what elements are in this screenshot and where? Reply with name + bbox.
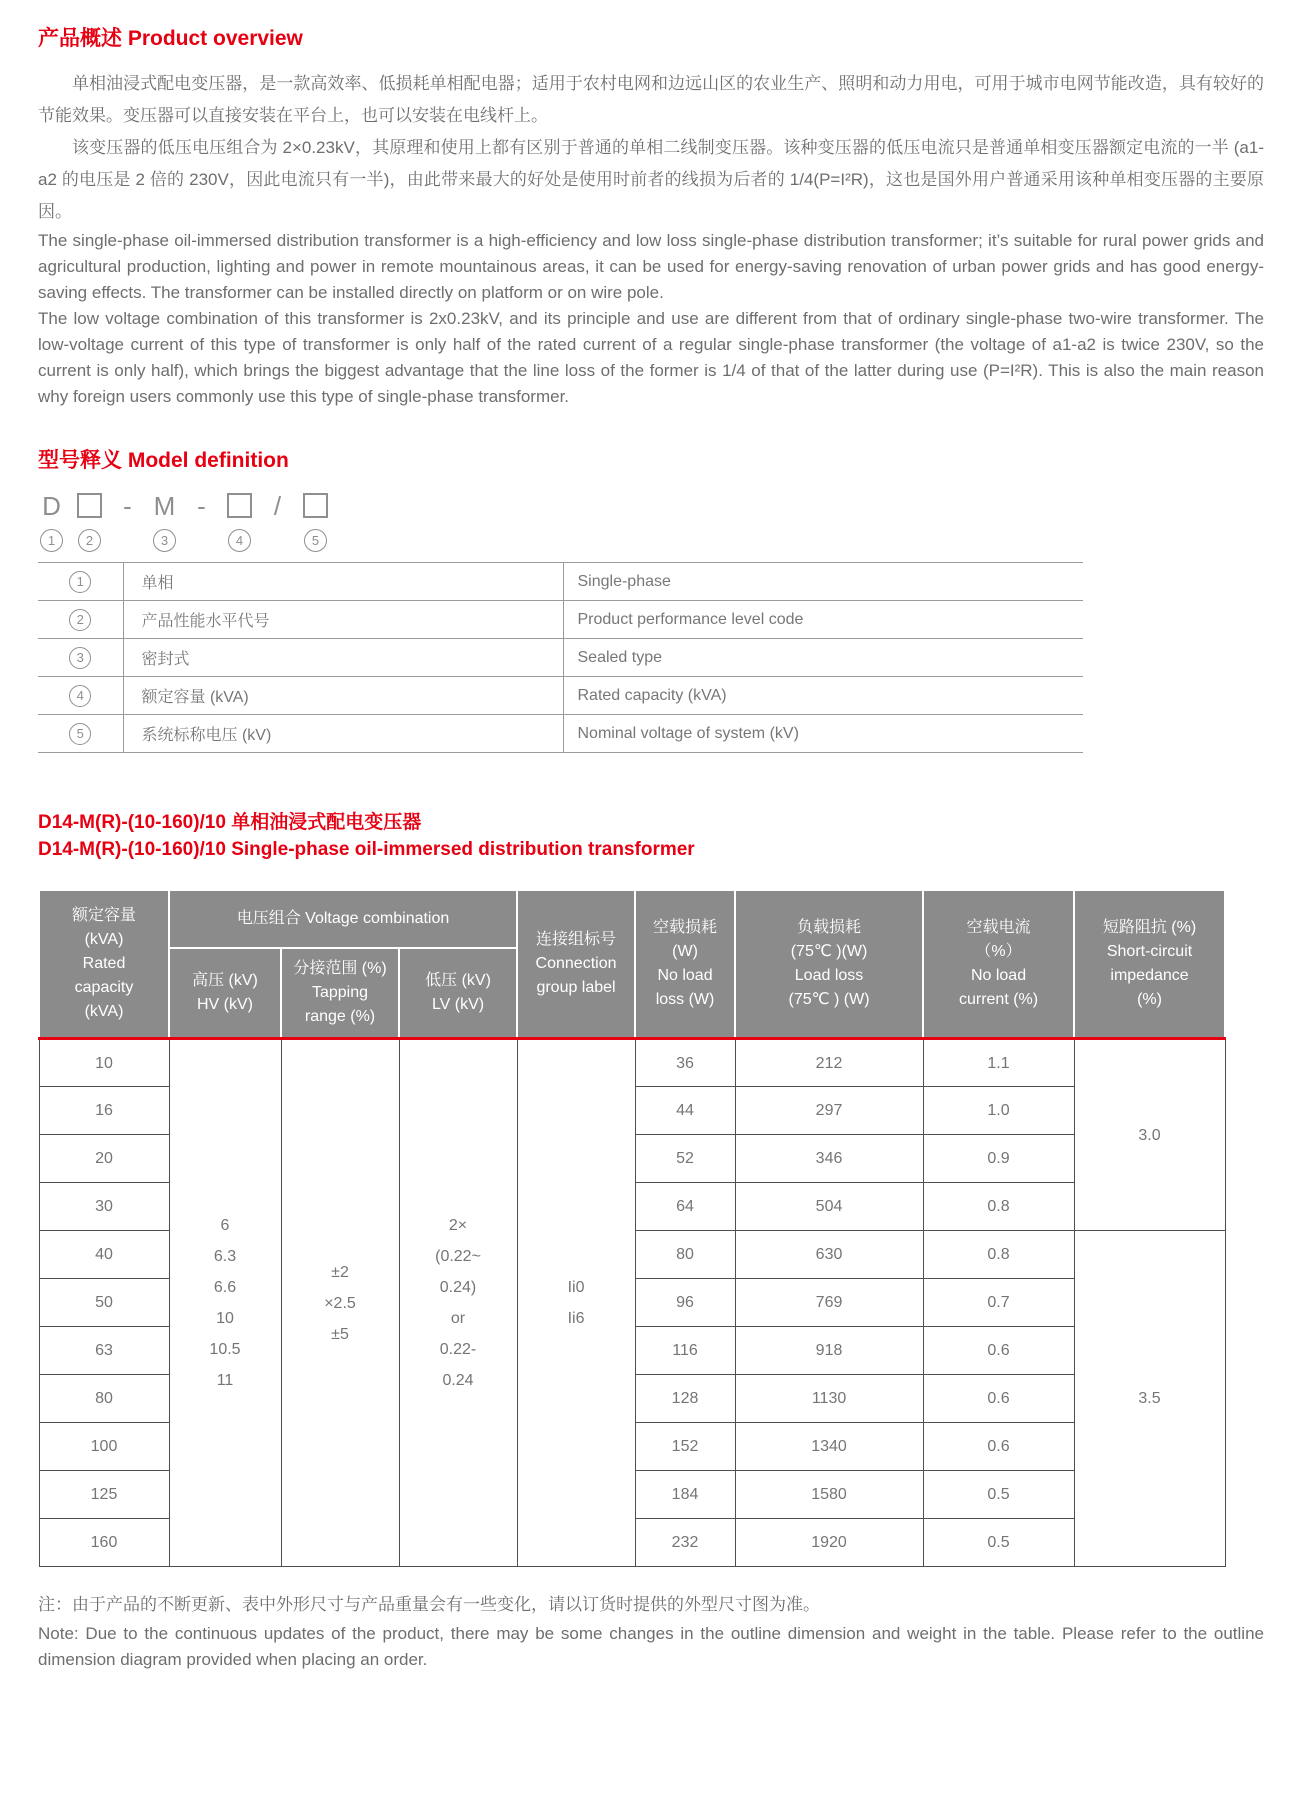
model-code-item <box>153 490 176 552</box>
spec-cell-short-circuit-impedance: 3.5 <box>1074 1231 1225 1567</box>
model-definition-row <box>38 639 1083 677</box>
model-code-circled-number <box>190 529 213 552</box>
col-header-connection-group: 连接组标号 Connection group label <box>517 890 635 1039</box>
overview-en-paragraph-2: The low voltage combination of this transformer is 2x0.23kV, and its principle and use are different from that of ordinary single-phase two-wire transformer. The low-voltage current of this type of transformer is only half of the rated current of a regular single-phase transformer (the voltage of a1-a2 is twice 230V, so the current is only half), which brings the biggest advantage that the line loss of the former is 1/4 of that of the latter during use (P=I²R). This is also the main reason why foreign users commonly use this type of single-phase transformer. <box>38 309 1264 406</box>
model-code-item <box>190 490 213 552</box>
spec-cell-no-load-loss: 184 <box>635 1471 735 1519</box>
spec-cell-load-loss: 769 <box>735 1279 923 1327</box>
spec-cell-no-load-current: 0.7 <box>923 1279 1074 1327</box>
model-definition-row <box>38 601 1083 639</box>
model-definition-cn-cell: 额定容量 (kVA) <box>123 677 563 715</box>
model-code-circled-number: 5 <box>304 529 327 552</box>
spec-table <box>38 889 1226 1567</box>
spec-cell-no-load-current: 0.8 <box>923 1231 1074 1279</box>
model-definition-cn-cell: 单相 <box>123 563 563 601</box>
model-definition-cn-cell: 密封式 <box>123 639 563 677</box>
model-code-item <box>77 490 102 552</box>
model-code-circled-number: 3 <box>153 529 176 552</box>
overview-cn-paragraph-2: 该变压器的低压电压组合为 2×0.23kV，其原理和使用上都有区别于普通的单相二线制变压器。该种变压器的低压电流只是普通单相变压器额定电流的一半 (a1-a2 的电压是 2 倍的 230V，因此电流只有一半)，由此带来最大的好处是使用时前者的线损为后者的 1/4(P=I²R)，这也是国外用户普通采用该种单相变压器的主要原因。 <box>38 138 1264 221</box>
col-header-tapping-range: 分接范围 (%) Tapping range (%) <box>281 948 399 1039</box>
model-code-item <box>227 490 252 552</box>
model-code-circled-number <box>116 529 139 552</box>
spec-cell-no-load-current: 1.0 <box>923 1087 1074 1135</box>
model-code-separator: - <box>123 491 132 521</box>
footnote-cn: 注：由于产品的不断更新、表中外形尺寸与产品重量会有一些变化，请以订货时提供的外型尺寸图为准。 <box>38 1595 820 1614</box>
spec-cell-no-load-current: 0.6 <box>923 1423 1074 1471</box>
product-title-cn: D14-M(R)-(10-160)/10 单相油浸式配电变压器 <box>38 812 422 833</box>
spec-cell-no-load-current: 0.9 <box>923 1135 1074 1183</box>
spec-cell-no-load-loss: 44 <box>635 1087 735 1135</box>
spec-cell-capacity: 50 <box>39 1279 169 1327</box>
model-code-item <box>303 490 328 552</box>
spec-cell-connection-group: Ii0 Ii6 <box>517 1039 635 1567</box>
spec-cell-no-load-current: 0.8 <box>923 1183 1074 1231</box>
spec-cell-capacity: 63 <box>39 1327 169 1375</box>
model-code-item <box>40 490 63 552</box>
spec-cell-capacity: 30 <box>39 1183 169 1231</box>
model-code-item <box>266 490 289 552</box>
model-definition-number-cell <box>38 563 123 601</box>
model-definition-number-cell <box>38 639 123 677</box>
col-header-hv: 高压 (kV) HV (kV) <box>169 948 281 1039</box>
col-header-lv: 低压 (kV) LV (kV) <box>399 948 517 1039</box>
model-definition-row <box>38 563 1083 601</box>
overview-title: 产品概述 Product overview <box>38 27 303 50</box>
model-definition-number-cell <box>38 715 123 753</box>
model-code-separator: - <box>197 491 206 521</box>
circled-number: 4 <box>69 685 91 707</box>
model-definition-en-cell: Nominal voltage of system (kV) <box>563 715 1083 753</box>
spec-cell-no-load-current: 1.1 <box>923 1039 1074 1087</box>
col-header-load-loss: 负载损耗 (75℃ )(W) Load loss (75℃ ) (W) <box>735 890 923 1039</box>
spec-cell-load-loss: 918 <box>735 1327 923 1375</box>
spec-cell-no-load-loss: 152 <box>635 1423 735 1471</box>
model-code-circled-number: 2 <box>78 529 101 552</box>
spec-cell-no-load-loss: 36 <box>635 1039 735 1087</box>
model-definition-row <box>38 715 1083 753</box>
circled-number: 5 <box>69 723 91 745</box>
spec-table-header <box>39 890 1225 1039</box>
spec-cell-no-load-loss: 64 <box>635 1183 735 1231</box>
model-definition-table <box>38 562 1083 753</box>
spec-cell-load-loss: 1130 <box>735 1375 923 1423</box>
model-definition-title: 型号释义 Model definition <box>38 449 289 472</box>
spec-cell-capacity: 160 <box>39 1519 169 1567</box>
col-header-short-circuit-impedance: 短路阻抗 (%) Short-circuit impedance (%) <box>1074 890 1225 1039</box>
model-code-symbol: D <box>42 491 61 521</box>
circled-number: 2 <box>69 609 91 631</box>
model-definition-en-cell: Sealed type <box>563 639 1083 677</box>
model-definition-cn-cell: 系统标称电压 (kV) <box>123 715 563 753</box>
spec-cell-load-loss: 1340 <box>735 1423 923 1471</box>
spec-cell-no-load-loss: 116 <box>635 1327 735 1375</box>
spec-cell-capacity: 16 <box>39 1087 169 1135</box>
model-definition-row <box>38 677 1083 715</box>
model-code-circled-number: 4 <box>228 529 251 552</box>
spec-table-body <box>39 1039 1225 1567</box>
spec-row <box>39 1039 1225 1087</box>
spec-cell-load-loss: 1920 <box>735 1519 923 1567</box>
spec-cell-load-loss: 212 <box>735 1039 923 1087</box>
model-definition-en-cell: Product performance level code <box>563 601 1083 639</box>
overview-en-paragraph-1: The single-phase oil-immersed distribution transformer is a high-efficiency and low loss single-phase distribution transformer; it’s suitable for rural power grids and agricultural production, lighting and power in remote mountainous areas, it can be used for energy-saving renovation of urban power grids and has good energy-saving effects. The transformer can be installed directly on platform or on wire pole. <box>38 231 1264 302</box>
model-code-diagram <box>40 490 1264 552</box>
spec-cell-load-loss: 504 <box>735 1183 923 1231</box>
model-definition-cn-cell: 产品性能水平代号 <box>123 601 563 639</box>
model-code-placeholder-box <box>227 493 252 518</box>
spec-cell-capacity: 125 <box>39 1471 169 1519</box>
footnote <box>38 1589 1264 1673</box>
spec-cell-no-load-loss: 80 <box>635 1231 735 1279</box>
col-header-no-load-current: 空载电流 （%） No load current (%) <box>923 890 1074 1039</box>
overview-cn-paragraph-1: 单相油浸式配电变压器，是一款高效率、低损耗单相配电器；适用于农村电网和边远山区的农业生产、照明和动力用电，可用于城市电网节能改造，具有较好的节能效果。变压器可以直接安装在平台上，也可以安装在电线杆上。 <box>38 74 1264 125</box>
spec-cell-no-load-loss: 96 <box>635 1279 735 1327</box>
col-header-rated-capacity: 额定容量 (kVA) Rated capacity (kVA) <box>39 890 169 1039</box>
circled-number: 3 <box>69 647 91 669</box>
spec-cell-load-loss: 346 <box>735 1135 923 1183</box>
spec-cell-no-load-current: 0.5 <box>923 1471 1074 1519</box>
spec-cell-tapping-range: ±2 ×2.5 ±5 <box>281 1039 399 1567</box>
spec-cell-capacity: 10 <box>39 1039 169 1087</box>
spec-cell-hv: 6 6.3 6.6 10 10.5 11 <box>169 1039 281 1567</box>
spec-cell-capacity: 80 <box>39 1375 169 1423</box>
spec-cell-capacity: 40 <box>39 1231 169 1279</box>
model-definition-number-cell <box>38 677 123 715</box>
spec-cell-load-loss: 1580 <box>735 1471 923 1519</box>
product-title-en: D14-M(R)-(10-160)/10 Single-phase oil-immersed distribution transformer <box>38 839 695 860</box>
spec-cell-lv: 2× (0.22~ 0.24) or 0.22- 0.24 <box>399 1039 517 1567</box>
spec-cell-short-circuit-impedance: 3.0 <box>1074 1039 1225 1231</box>
spec-cell-no-load-current: 0.6 <box>923 1375 1074 1423</box>
col-header-no-load-loss: 空载损耗 (W) No load loss (W) <box>635 890 735 1039</box>
spec-cell-load-loss: 297 <box>735 1087 923 1135</box>
model-code-circled-number: 1 <box>40 529 63 552</box>
col-header-voltage-combination: 电压组合 Voltage combination <box>169 890 517 948</box>
spec-cell-no-load-loss: 128 <box>635 1375 735 1423</box>
spec-cell-capacity: 100 <box>39 1423 169 1471</box>
model-definition-en-cell: Single-phase <box>563 563 1083 601</box>
model-code-circled-number <box>266 529 289 552</box>
footnote-en: Note: Due to the continuous updates of the product, there may be some changes in the outline dimension and weight in the table. Please refer to the outline dimension diagram provided when placing an order. <box>38 1624 1264 1669</box>
spec-cell-no-load-current: 0.5 <box>923 1519 1074 1567</box>
spec-cell-no-load-current: 0.6 <box>923 1327 1074 1375</box>
model-code-placeholder-box <box>303 493 328 518</box>
model-code-separator: / <box>273 491 282 521</box>
spec-cell-no-load-loss: 52 <box>635 1135 735 1183</box>
model-code-item <box>116 490 139 552</box>
circled-number: 1 <box>69 571 91 593</box>
model-code-placeholder-box <box>77 493 102 518</box>
spec-cell-no-load-loss: 232 <box>635 1519 735 1567</box>
spec-cell-capacity: 20 <box>39 1135 169 1183</box>
model-definition-en-cell: Rated capacity (kVA) <box>563 677 1083 715</box>
spec-cell-load-loss: 630 <box>735 1231 923 1279</box>
model-code-symbol: M <box>153 491 176 521</box>
product-title <box>38 809 1264 863</box>
model-definition-number-cell <box>38 601 123 639</box>
